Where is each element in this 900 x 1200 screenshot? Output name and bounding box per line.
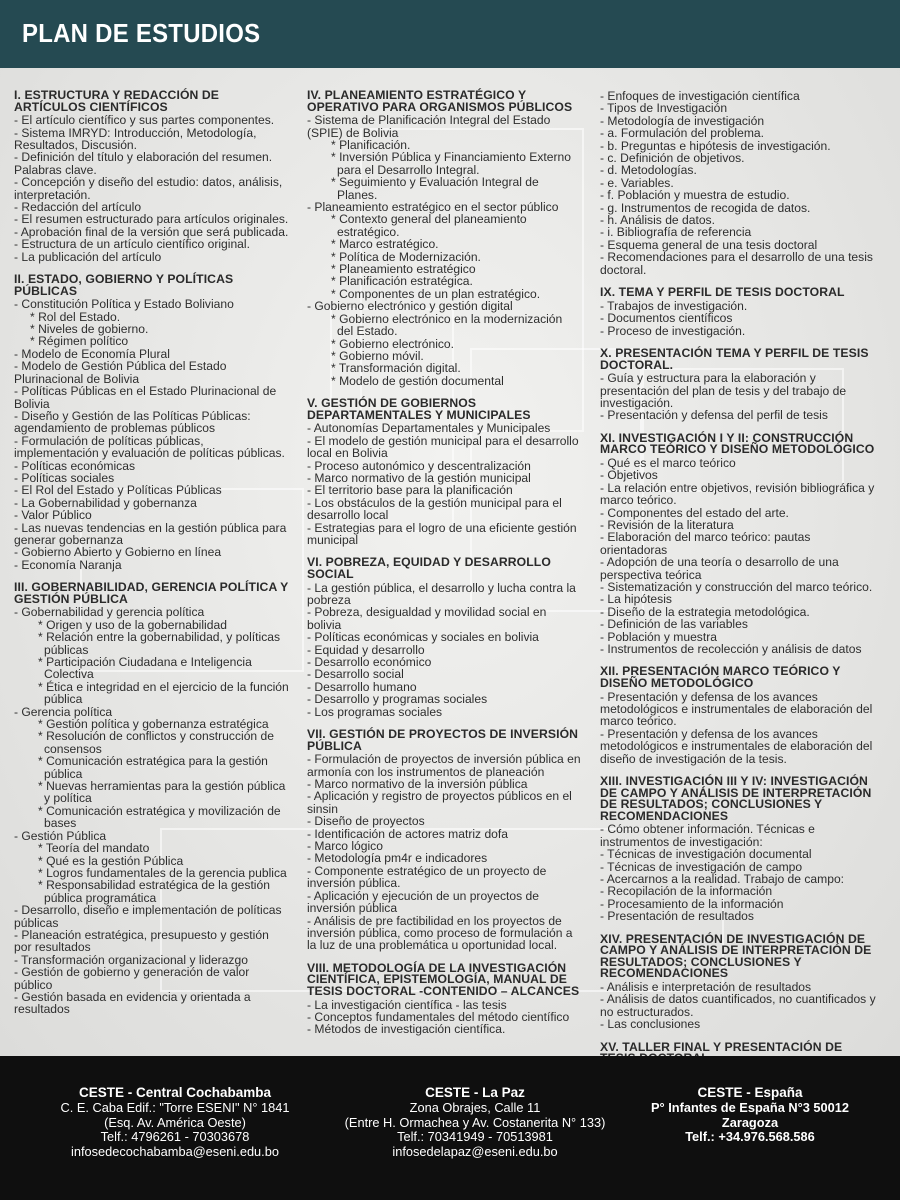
topic-item: - Aprobación final de la versión que será publicada. [14, 224, 289, 239]
section-title: VII. GESTIÓN DE PROYECTOS DE INVERSIÓN PÚBLICA [307, 727, 579, 753]
topic-item: - Constitución Política y Estado Boliviano [14, 297, 234, 312]
topic-item: - Análisis e interpretación de resultados [600, 980, 812, 995]
section-title: I. ESTRUCTURA Y REDACCIÓN DE ARTÍCULOS CIENTÍFICOS [14, 88, 220, 114]
topic-item: - Técnicas de investigación de campo [600, 859, 803, 874]
topic-item: - El modelo de gestión municipal para el desarrollo local en Bolivia [307, 433, 579, 461]
topic-item: - Concepción y diseño del estudio: datos, análisis, interpretación. [14, 175, 283, 202]
office-phone: Telf.: 70341949 - 70513981 [397, 1129, 553, 1145]
syllabus-section [600, 430, 880, 656]
topic-item: - d. Metodologías. [600, 163, 697, 178]
subtopic-item: * Planeamiento estratégico [331, 262, 476, 277]
syllabus-section [307, 729, 581, 952]
section-title: V. GESTIÓN DE GOBIERNOS DEPARTAMENTALES Y MUNICIPALES [307, 396, 531, 422]
topic-item: - Gobierno electrónico y gestión digital [307, 299, 513, 314]
subtopic-item: * Planificación. [331, 138, 411, 152]
topic-item: - Las conclusiones [600, 1017, 701, 1032]
topic-item: - Desarrollo humano [307, 679, 417, 694]
topic-item: - Gobierno Abierto y Gobierno en línea [14, 545, 222, 560]
subtopic-item: * Régimen político [30, 334, 129, 349]
topic-item: - Tipos de Investigación [600, 101, 728, 116]
topic-item: - Esquema general de una tesis doctoral [600, 237, 818, 252]
topic-item: - i. Bibliografía de referencia [600, 225, 752, 240]
subtopic-item: * Política de Modernización. [331, 249, 481, 264]
topic-item: - Conceptos fundamentales del método científico [307, 1009, 570, 1024]
topic-item: - a. Formulación del problema. [600, 126, 765, 141]
topic-item: - Aplicación y registro de proyectos públicos en el sinsin [307, 789, 572, 816]
topic-item: - Economía Naranja [14, 557, 122, 572]
subtopic-item: * Origen y uso de la gobernabilidad [38, 617, 227, 632]
topic-item: - La hipótesis [600, 592, 672, 607]
syllabus-section [307, 960, 581, 1037]
topic-item: - Revisión de la literatura [600, 517, 734, 532]
syllabus-section [14, 274, 289, 571]
office-title: CESTE - La Paz [425, 1085, 525, 1100]
topic-item: - Desarrollo económico [307, 655, 432, 669]
subtopic-item: * Gobierno electrónico en la modernización del Estado. [331, 311, 563, 339]
subtopic-item: * Qué es la gestión Pública [38, 853, 184, 868]
topic-item: - Componentes del estado del arte. [600, 505, 789, 520]
topic-item: - Qué es el marco teórico [600, 455, 736, 470]
section-title: II. ESTADO, GOBIERNO Y POLÍTICAS PÚBLICAS [14, 272, 234, 298]
section-title: VIII. METODOLOGÍA DE LA INVESTIGACIÓN CIENTÍFICA, EPISTEMOLOGÍA, MANUAL DE TESIS DOCTORAL -CONTENIDO – ALCANCES [307, 960, 580, 998]
page-header [0, 0, 900, 68]
section-title: XV. TALLER FINAL Y PRESENTACIÓN DE [600, 1039, 843, 1054]
topic-item: - Gobernabilidad y gerencia política [14, 605, 205, 620]
footer [0, 1056, 900, 1200]
topic-item: - Recomendaciones para el desarrollo de una tesis doctoral. [600, 250, 873, 277]
topic-item: - Procesamiento de la información [600, 896, 784, 911]
topic-item: - Valor Público [14, 508, 92, 523]
subtopic-item: * Rol del Estado. [30, 309, 121, 324]
topic-item: - Componente estratégico de un proyecto de inversión pública. [307, 863, 547, 891]
topic-item: - Diseño de la estrategia metodológica. [600, 604, 810, 619]
column-2 [307, 90, 581, 1047]
topic-item: - Redacción del artículo [14, 200, 142, 215]
topic-item: - Definición de las variables [600, 617, 748, 632]
topic-item: - Definición del título y elaboración del resumen. Palabras clave. [14, 150, 273, 177]
section-title: XIII. INVESTIGACIÓN III Y IV: INVESTIGACIÓN DE CAMPO Y ANÁLISIS DE INTERPRETACIÓN DE RESULTADOS; CONCLUSIONES Y RECOMENDACIONES [600, 774, 872, 823]
topic-item: - Aplicación y ejecución de un proyectos de inversión pública [307, 888, 539, 916]
syllabus-section [307, 90, 581, 387]
topic-item: - g. Instrumentos de recogida de datos. [600, 200, 811, 215]
topic-item: - Estructura de un artículo científico original. [14, 237, 250, 252]
topic-item: - El territorio base para la planificación [307, 483, 513, 498]
topic-item: - Presentación de resultados [600, 909, 754, 924]
section-title: IX. TEMA Y PERFIL DE TESIS DOCTORAL [600, 285, 845, 300]
subtopic-item: * Componentes de un plan estratégico. [331, 286, 541, 301]
syllabus-section [600, 931, 880, 1032]
syllabus-section [307, 557, 581, 718]
topic-item: - La investigación científica - las tesis [307, 997, 507, 1012]
topic-item: - Técnicas de investigación documental [600, 847, 812, 862]
topic-item: - Trabajos de investigación. [600, 298, 748, 313]
topic-item: - Pobreza, desigualdad y movilidad social en bolivia [307, 605, 547, 632]
topic-item: - Métodos de investigación científica. [307, 1022, 506, 1037]
topic-item: - El Rol del Estado y Políticas Públicas [14, 483, 222, 498]
topic-item: - e. Variables. [600, 175, 674, 190]
subtopic-item: * Relación entre la gobernabilidad, y políticas públicas [38, 630, 281, 657]
topic-item: - Proceso autonómico y descentralización [307, 458, 531, 473]
topic-item: - Sistematización y construcción del marco teórico. [600, 579, 873, 594]
topic-item: - Políticas sociales [14, 470, 115, 485]
topic-item: - Diseño de proyectos [307, 814, 425, 829]
topic-item: - Enfoques de investigación científica [600, 89, 800, 103]
subtopic-item: * Seguimiento y Evaluación Integral de Planes. [331, 175, 539, 202]
topic-item: - Marco lógico [307, 839, 383, 854]
office-address: C. E. Caba Edif.: "Torre ESENI" N° 1841 [60, 1099, 290, 1115]
subtopic-item: * Inversión Pública y Financiamiento Externo para el Desarrollo Integral. [331, 150, 571, 177]
topic-item: - Análisis de datos cuantificados, no cuantificados y no estructurados. [600, 992, 876, 1019]
topic-item: - Los programas sociales [307, 704, 443, 719]
topic-item: - Presentación y defensa de los avances metodológicos e instrumentales de elaboración del marco teórico. [600, 689, 873, 729]
topic-item: - Modelo de Economía Plural [14, 346, 170, 361]
office-email[interactable]: infosedecochabamba@eseni.edu.bo [71, 1144, 279, 1160]
topic-item: - Metodología pm4r e indicadores [307, 851, 488, 866]
syllabus-section [600, 287, 880, 337]
topic-item: - La publicación del artículo [14, 249, 162, 264]
section-title: XI. INVESTIGACIÓN I Y II: CONSTRUCCIÓN MARCO TEÓRICO Y DISEÑO METODOLÓGICO [600, 430, 875, 457]
office-email[interactable]: infosedelapaz@eseni.edu.bo [392, 1144, 558, 1160]
office-la-paz [330, 1086, 620, 1160]
topic-item: - Metodología de investigación [600, 113, 765, 128]
topic-item: - Análisis de pre factibilidad en los proyectos de inversión pública, como proceso de formulación a la luz de una problemática u oportunidad local. [307, 913, 573, 953]
topic-item: - Cómo obtener información. Técnicas e instrumentos de investigación: [600, 822, 815, 849]
syllabus-section [14, 90, 289, 263]
topic-item: - Presentación y defensa del perfil de tesis [600, 408, 828, 423]
section-title: VI. POBREZA, EQUIDAD Y DESARROLLO SOCIAL [307, 555, 551, 581]
topic-item: - Sistema de Planificación Integral del Estado (SPIE) de Bolivia [307, 113, 551, 140]
topic-item: - Desarrollo, diseño e implementación de políticas públicas [14, 903, 282, 930]
topic-item: - Presentación y defensa de los avances metodológicos e instrumentales de elaboración del diseño de investigación de la tesis. [600, 726, 873, 766]
subtopic-item: * Nuevas herramientas para la gestión pública y política [38, 779, 286, 806]
subtopic-item: * Logros fundamentales de la gerencia publica [38, 865, 287, 880]
topic-item: - Guía y estructura para la elaboración y presentación del plan de tesis y del trabajo de investigación. [600, 371, 847, 410]
subtopic-item: * Ética e integridad en el ejercicio de la función pública [38, 679, 289, 707]
office-cochabamba [40, 1086, 310, 1160]
topic-item: - Recopilación de la información [600, 884, 773, 899]
subtopic-item: * Comunicación estratégica para la gestión pública [38, 754, 268, 781]
topic-item: - Transformación organizacional y liderazgo [14, 952, 248, 967]
office-title: CESTE - Central Cochabamba [78, 1085, 272, 1100]
page-title: PLAN DE ESTUDIOS [22, 18, 261, 48]
subtopic-item: * Niveles de gobierno. [30, 322, 149, 337]
topic-item: - Políticas económicas [14, 458, 135, 473]
office-espana [625, 1086, 875, 1145]
topic-item: - h. Análisis de datos. [600, 213, 715, 228]
topic-item: - Población y muestra [600, 629, 717, 644]
office-address: Zona Obrajes, Calle 11 [409, 1099, 541, 1115]
office-phone: Telf.: 4796261 - 70303678 [100, 1129, 250, 1145]
topic-item: - Planeación estratégica, presupuesto y gestión por resultados [14, 927, 269, 955]
subtopic-item: * Responsabilidad estratégica de la gestión pública programática [38, 878, 270, 905]
office-address-detail: (Entre H. Ormachea y Av. Costanerita N° 133) [344, 1114, 606, 1130]
office-address: P° Infantes de España N°3 50012 [650, 1099, 849, 1115]
topic-item: - Sistema IMRYD: Introducción, Metodología, Resultados, Discusión. [14, 125, 257, 152]
topic-item: - Formulación de proyectos de inversión pública en armonía con los instrumentos de planeación [307, 752, 581, 779]
syllabus-section [307, 398, 581, 546]
section-title: III. GOBERNABILIDAD, GERENCIA POLÍTICA Y GESTIÓN PÚBLICA [14, 580, 289, 606]
topic-item: - Gestión de gobierno y generación de valor público [14, 965, 250, 992]
syllabus-section [600, 90, 880, 276]
topic-item: - Adopción de una teoría o desarrollo de una perspectiva teórica [600, 555, 839, 582]
office-address-detail: (Esq. Av. América Oeste) [104, 1114, 246, 1130]
topic-item: - Desarrollo social [307, 667, 404, 682]
office-phone: Telf.: +34.976.568.586 [685, 1129, 815, 1145]
topic-item: - b. Preguntas e hipótesis de investigación. [600, 138, 831, 153]
subtopic-item: * Gestión política y gobernanza estratégica [38, 717, 269, 732]
topic-item: - Desarrollo y programas sociales [307, 692, 488, 707]
topic-item: - Estrategias para el logro de una eficiente gestión municipal [307, 520, 577, 547]
section-title: XII. PRESENTACIÓN MARCO TEÓRICO Y DISEÑO METODOLÓGICO [600, 664, 841, 690]
subtopic-item: * Resolución de conflictos y construcción de consensos [38, 729, 274, 756]
subtopic-item: * Teoría del mandato [38, 841, 150, 856]
topic-item: - Documentos científicos [600, 311, 733, 326]
subtopic-item: * Participación Ciudadana e Inteligencia Colectiva [38, 655, 252, 682]
section-title: IV. PLANEAMIENTO ESTRATÉGICO Y OPERATIVO PARA ORGANISMOS PÚBLICOS [307, 88, 573, 114]
section-title: XIV. PRESENTACIÓN DE INVESTIGACIÓN DE CAMPO Y ANÁLISIS DE INTERPRETACIÓN DE RESULTADOS; CONCLUSIONES Y RECOMENDACIONES [600, 931, 872, 981]
subtopic-item: * Gobierno móvil. [331, 348, 424, 363]
topic-item: - Modelo de Gestión Pública del Estado Plurinacional de Bolivia [14, 359, 227, 386]
syllabus-section [600, 776, 880, 923]
syllabus-section [600, 666, 880, 765]
topic-item: - El artículo científico y sus partes componentes. [14, 113, 275, 128]
subtopic-item: * Modelo de gestión documental [331, 373, 504, 388]
topic-item: - c. Definición de objetivos. [600, 151, 745, 166]
topic-item: - Objetivos [600, 468, 658, 483]
topic-item: - Marco normativo de la inversión pública [307, 777, 528, 792]
syllabus-section [14, 582, 289, 1016]
topic-item: - El resumen estructurado para artículos originales. [14, 212, 289, 227]
topic-item: - La gestión pública, el desarrollo y lucha contra la pobreza [307, 580, 576, 607]
topic-item: - Identificación de actores matriz dofa [307, 826, 508, 841]
topic-item: - f. Población y muestra de estudio. [600, 188, 790, 203]
subtopic-item: * Contexto general del planeamiento estratégico. [331, 212, 527, 239]
subtopic-item: * Marco estratégico. [331, 237, 439, 252]
topic-item: - Las nuevas tendencias en la gestión pública para generar gobernanza [14, 520, 287, 547]
syllabus-section [600, 345, 880, 423]
topic-item: - La relación entre objetivos, revisión bibliográfica y marco teórico. [600, 480, 875, 508]
topic-item: - Formulación de políticas públicas, implementación y evaluación de políticas públicas. [14, 433, 285, 461]
topic-item: - Acercarnos a la realidad. Trabajo de campo: [600, 872, 845, 887]
topic-item: - Elaboración del marco teórico: pautas orientadoras [600, 530, 811, 557]
topic-item: - Políticas Públicas en el Estado Plurinacional de Bolivia [14, 384, 277, 411]
topic-item: - Los obstáculos de la gestión municipal para el desarrollo local [307, 495, 562, 523]
topic-item: - La Gobernabilidad y gobernanza [14, 495, 197, 510]
column-1 [14, 90, 289, 1027]
topic-item: - Marco normativo de la gestión municipal [307, 470, 531, 485]
subtopic-item: * Planificación estratégica. [331, 274, 473, 289]
topic-item: - Gerencia política [14, 704, 113, 719]
topic-item: - Proceso de investigación. [600, 323, 746, 338]
column-3 [600, 90, 880, 1076]
topic-item: - Gestión basada en evidencia y orientada a resultados [14, 989, 251, 1017]
topic-item: - Políticas económicas y sociales en bolivia [307, 630, 539, 645]
topic-item: - Diseño y Gestión de las Políticas Públicas: agendamiento de problemas públicos [14, 408, 251, 436]
topic-item: - Equidad y desarrollo [307, 642, 425, 657]
office-title: CESTE - España [697, 1085, 803, 1100]
section-title: X. PRESENTACIÓN TEMA Y PERFIL DE TESIS DOCTORAL. [600, 345, 869, 372]
subtopic-item: * Transformación digital. [331, 361, 461, 376]
topic-item: - Autonomías Departamentales y Municipales [307, 421, 551, 436]
subtopic-item: * Comunicación estratégica y movilización de bases [38, 803, 281, 831]
subtopic-item: * Gobierno electrónico. [331, 336, 455, 351]
topic-item: - Planeamiento estratégico en el sector público [307, 200, 559, 215]
topic-item: - Instrumentos de recolección y análisis de datos [600, 642, 862, 656]
topic-item: - Gestión Pública [14, 828, 107, 843]
office-city: Zaragoza [721, 1114, 779, 1130]
